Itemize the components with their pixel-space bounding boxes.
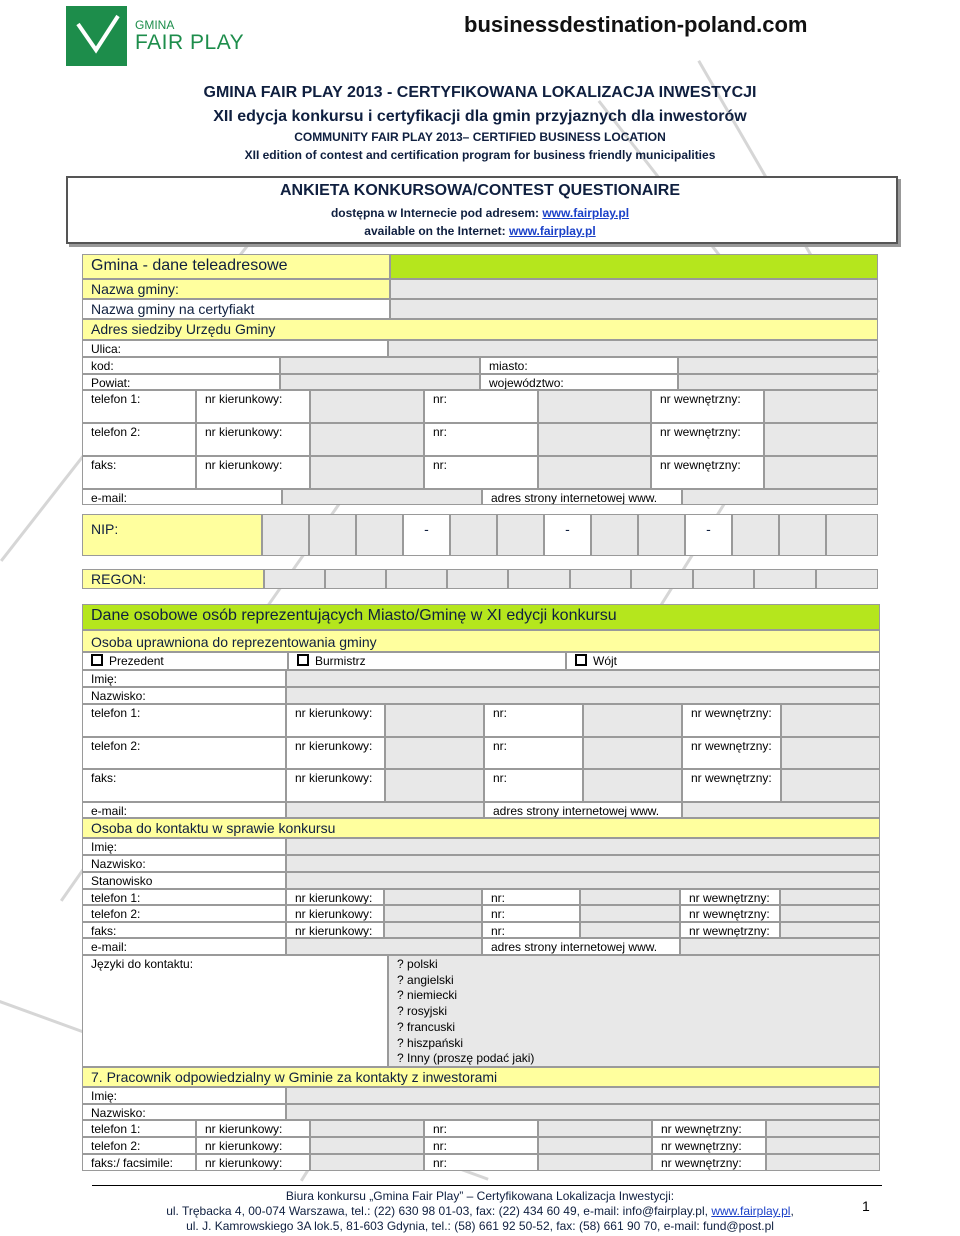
pracownik-heading: 7. Pracownik odpowiedzialny w Gminie za kontakty z inwestorami <box>82 1067 880 1087</box>
regon-digit[interactable] <box>508 569 570 589</box>
nazwa-gminy-input[interactable] <box>390 279 878 299</box>
nazwisko-input[interactable] <box>286 855 880 872</box>
telefon-2-label: telefon 2: <box>82 423 196 456</box>
nazwa-cert-label: Nazwa gminy na certyfiakt <box>82 299 390 319</box>
nip-digit[interactable] <box>450 514 497 556</box>
wewnetrzny-label: nr wewnętrzny: <box>652 1137 766 1154</box>
nr-label: nr: <box>484 737 583 769</box>
kierunkowy-label: nr kierunkowy: <box>196 390 310 423</box>
nip-label: NIP: <box>82 514 262 556</box>
section-dane-osobowe-title: Dane osobowe osób reprezentujących Miasto/Gminę w XI edycji konkursu <box>82 604 880 630</box>
kierunkowy-label: nr kierunkowy: <box>196 456 310 489</box>
wojewodztwo-input[interactable] <box>678 374 878 390</box>
faks-label: faks: <box>82 922 286 938</box>
kierunkowy-label: nr kierunkowy: <box>196 1154 310 1171</box>
kierunkowy-input[interactable] <box>310 390 424 423</box>
wewnetrzny-label: nr wewnętrzny: <box>682 704 781 737</box>
telefon-2-label: telefon 2: <box>82 1137 196 1154</box>
kierunkowy-input[interactable] <box>310 423 424 456</box>
nr-label: nr: <box>424 456 538 489</box>
faks-label: faks: <box>82 769 286 802</box>
email-label: e-mail: <box>82 802 286 818</box>
kierunkowy-label: nr kierunkowy: <box>286 905 384 922</box>
www-input[interactable] <box>680 938 880 955</box>
lang-option[interactable]: ? angielski <box>397 972 454 987</box>
powiat-input[interactable] <box>280 374 480 390</box>
questionnaire-line-2: available on the Internet: www.fairplay.pl <box>364 224 596 238</box>
nr-input[interactable] <box>538 423 651 456</box>
regon-digit[interactable] <box>325 569 386 589</box>
kod-input[interactable] <box>280 357 480 374</box>
email-input[interactable] <box>286 938 482 955</box>
nazwa-gminy-label: Nazwa gminy: <box>82 279 390 299</box>
regon-digit[interactable] <box>570 569 631 589</box>
logo-small-text: GMINA <box>135 18 175 32</box>
footer-line-2: ul. Trębacka 4, 00-074 Warszawa, tel.: (22) 630 98 01-03, fax: (22) 434 60 49, e-mail: info@fairplay.pl, www.fairplay.pl, <box>166 1204 794 1218</box>
www-label: adres strony internetowej www. <box>482 489 682 505</box>
nip-dash: - <box>685 514 732 556</box>
www-label: adres strony internetowej www. <box>482 938 680 955</box>
logo-big-text: FAIR PLAY <box>135 31 245 54</box>
nr-input[interactable] <box>538 1120 652 1137</box>
wewnetrzny-input[interactable] <box>781 769 880 802</box>
telefon-2-label: telefon 2: <box>82 737 286 769</box>
wojewodztwo-label: województwo: <box>480 374 678 390</box>
wewnetrzny-input[interactable] <box>766 1154 880 1171</box>
osoba-kontakt-heading: Osoba do kontaktu w sprawie konkursu <box>82 818 880 838</box>
wewnetrzny-label: nr wewnętrzny: <box>651 390 764 423</box>
lang-option[interactable]: ? niemiecki <box>397 988 458 1003</box>
kierunkowy-label: nr kierunkowy: <box>286 769 385 802</box>
kierunkowy-label: nr kierunkowy: <box>196 1120 310 1137</box>
telefon-1-label: telefon 1: <box>82 1120 196 1137</box>
www-input[interactable] <box>682 489 878 505</box>
email-label: e-mail: <box>82 938 286 955</box>
title-3: COMMUNITY FAIR PLAY 2013– CERTIFIED BUSINESS LOCATION <box>294 130 666 144</box>
kierunkowy-label: nr kierunkowy: <box>196 1137 310 1154</box>
section-gmina-bar <box>390 254 878 279</box>
nr-input[interactable] <box>583 769 682 802</box>
wewnetrzny-input[interactable] <box>780 905 880 922</box>
imie-label: Imię: <box>82 1087 286 1104</box>
kierunkowy-input[interactable] <box>384 905 482 922</box>
nazwisko-label: Nazwisko: <box>82 1104 286 1120</box>
jezyki-label: Języki do kontaktu: <box>82 955 388 1067</box>
wewnetrzny-input[interactable] <box>780 922 880 938</box>
footer-fairplay-link[interactable]: www.fairplay.pl <box>711 1204 791 1218</box>
nr-input[interactable] <box>580 889 680 905</box>
stanowisko-input[interactable] <box>286 872 880 889</box>
ulica-input[interactable] <box>388 340 878 357</box>
wewnetrzny-input[interactable] <box>764 423 878 456</box>
nip-digit[interactable] <box>497 514 544 556</box>
imie-input[interactable] <box>286 670 880 687</box>
nip-digit[interactable] <box>779 514 826 556</box>
page-number: 1 <box>862 1198 870 1214</box>
wewnetrzny-label: nr wewnętrzny: <box>651 456 764 489</box>
wewnetrzny-label: nr wewnętrzny: <box>652 1120 766 1137</box>
nip-digit[interactable] <box>826 514 878 556</box>
nazwisko-input[interactable] <box>286 1104 880 1120</box>
kod-label: kod: <box>82 357 280 374</box>
miasto-input[interactable] <box>678 357 878 374</box>
option-burmistrz[interactable]: Burmistrz <box>288 652 566 670</box>
imie-label: Imię: <box>82 838 286 855</box>
email-input[interactable] <box>286 802 484 818</box>
imie-input[interactable] <box>286 1087 880 1104</box>
nr-label: nr: <box>482 922 580 938</box>
wewnetrzny-label: nr wewnętrzny: <box>682 769 781 802</box>
nr-label: nr: <box>424 423 538 456</box>
wewnetrzny-input[interactable] <box>781 737 880 769</box>
nr-input[interactable] <box>538 1137 652 1154</box>
nr-label: nr: <box>424 390 538 423</box>
lang-option[interactable]: ? hiszpański <box>397 1035 464 1050</box>
email-label: e-mail: <box>82 489 282 505</box>
kierunkowy-input[interactable] <box>384 922 482 938</box>
nip-dash: - <box>544 514 591 556</box>
wewnetrzny-input[interactable] <box>766 1137 880 1154</box>
adres-heading: Adres siedziby Urzędu Gminy <box>82 319 878 340</box>
nr-input[interactable] <box>583 737 682 769</box>
wewnetrzny-label: nr wewnętrzny: <box>680 905 780 922</box>
ulica-label: Ulica: <box>82 340 388 357</box>
telefon-1-label: telefon 1: <box>82 390 196 423</box>
nr-input[interactable] <box>580 905 680 922</box>
www-input[interactable] <box>682 802 880 818</box>
checkbox-icon <box>91 654 103 666</box>
email-input[interactable] <box>282 489 482 505</box>
kierunkowy-label: nr kierunkowy: <box>286 737 385 769</box>
regon-digit[interactable] <box>264 569 325 589</box>
wewnetrzny-input[interactable] <box>766 1120 880 1137</box>
nr-input[interactable] <box>583 704 682 737</box>
regon-digit[interactable] <box>816 569 878 589</box>
faks-facsimile-label: faks:/ facsimile: <box>82 1154 196 1171</box>
kierunkowy-input[interactable] <box>385 769 484 802</box>
option-prezydent[interactable]: Prezedent <box>82 652 288 670</box>
nr-label: nr: <box>482 889 580 905</box>
nr-label: nr: <box>424 1154 538 1171</box>
stanowisko-label: Stanowisko <box>82 872 286 889</box>
checkbox-icon <box>575 654 587 666</box>
kierunkowy-input[interactable] <box>310 1137 424 1154</box>
miasto-label: miasto: <box>480 357 678 374</box>
nr-label: nr: <box>424 1137 538 1154</box>
nr-input[interactable] <box>538 456 651 489</box>
wewnetrzny-input[interactable] <box>764 456 878 489</box>
nip-digit[interactable] <box>732 514 779 556</box>
title-4: XII edition of contest and certification program for business friendly municipalities <box>244 148 716 162</box>
kierunkowy-label: nr kierunkowy: <box>196 423 310 456</box>
site-name: businessdestination-poland.com <box>464 12 808 37</box>
telefon-1-label: telefon 1: <box>82 704 286 737</box>
wewnetrzny-input[interactable] <box>764 390 878 423</box>
kierunkowy-input[interactable] <box>310 1120 424 1137</box>
lang-option[interactable]: ? rosyjski <box>397 1004 448 1019</box>
lang-option[interactable]: ? Inny (proszę podać jaki) <box>397 1051 535 1066</box>
nr-input[interactable] <box>580 922 680 938</box>
kierunkowy-input[interactable] <box>385 704 484 737</box>
option-wojt[interactable]: Wójt <box>566 652 880 670</box>
nr-label: nr: <box>482 905 580 922</box>
osoba-uprawniona-heading: Osoba uprawniona do reprezentowania gminy <box>82 630 880 652</box>
checkbox-icon <box>297 654 309 666</box>
nip-digit[interactable] <box>309 514 356 556</box>
imie-input[interactable] <box>286 838 880 855</box>
regon-digit[interactable] <box>754 569 816 589</box>
footer-divider <box>92 1185 882 1186</box>
kierunkowy-label: nr kierunkowy: <box>286 704 385 737</box>
kierunkowy-input[interactable] <box>385 737 484 769</box>
telefon-2-label: telefon 2: <box>82 905 286 922</box>
lang-option[interactable]: ? polski <box>397 957 438 971</box>
nr-label: nr: <box>424 1120 538 1137</box>
regon-digit[interactable] <box>386 569 447 589</box>
lang-option[interactable]: ? francuski <box>397 1019 456 1034</box>
kierunkowy-label: nr kierunkowy: <box>286 922 384 938</box>
jezyki-list <box>388 955 880 1067</box>
faks-label: faks: <box>82 456 196 489</box>
logo-icon <box>66 6 127 66</box>
footer-line-1: Biura konkursu „Gmina Fair Play” – Certyfikowana Lokalizacja Inwestycji: <box>285 1189 675 1203</box>
nazwa-cert-input[interactable] <box>390 299 878 319</box>
fairplay-link[interactable]: www.fairplay.pl <box>542 206 630 220</box>
wewnetrzny-label: nr wewnętrzny: <box>680 889 780 905</box>
regon-label: REGON: <box>82 569 264 589</box>
kierunkowy-input[interactable] <box>310 1154 424 1171</box>
wewnetrzny-input[interactable] <box>781 704 880 737</box>
fairplay-link[interactable]: www.fairplay.pl <box>509 224 596 238</box>
title-1: GMINA FAIR PLAY 2013 - CERTYFIKOWANA LOKALIZACJA INWESTYCJI <box>203 84 757 101</box>
www-label: adres strony internetowej www. <box>484 802 682 818</box>
nip-digit[interactable] <box>356 514 403 556</box>
nazwisko-label: Nazwisko: <box>82 687 286 704</box>
nip-digit[interactable] <box>262 514 309 556</box>
nr-label: nr: <box>484 769 583 802</box>
wewnetrzny-label: nr wewnętrzny: <box>652 1154 766 1171</box>
wewnetrzny-label: nr wewnętrzny: <box>682 737 781 769</box>
nazwisko-label: Nazwisko: <box>82 855 286 872</box>
title-2: XII edycja konkursu i certyfikacji dla gmin przyjaznych dla inwestorów <box>213 108 747 125</box>
kierunkowy-label: nr kierunkowy: <box>286 889 384 905</box>
wewnetrzny-label: nr wewnętrzny: <box>651 423 764 456</box>
section-gmina-title: Gmina - dane teleadresowe <box>82 254 390 279</box>
imie-label: Imię: <box>82 670 286 687</box>
telefon-1-label: telefon 1: <box>82 889 286 905</box>
kierunkowy-input[interactable] <box>384 889 482 905</box>
wewnetrzny-input[interactable] <box>780 889 880 905</box>
regon-digit[interactable] <box>447 569 508 589</box>
wewnetrzny-label: nr wewnętrzny: <box>680 922 780 938</box>
powiat-label: Powiat: <box>82 374 280 390</box>
nr-input[interactable] <box>538 390 651 423</box>
nr-input[interactable] <box>538 1154 652 1171</box>
footer-line-3: ul. J. Kamrowskiego 3A lok.5, 81-603 Gdynia, tel.: (58) 661 92 50-52, fax: (58) 661 90 70, e-mail: fund@post.pl <box>186 1219 774 1233</box>
nip-digit[interactable] <box>591 514 638 556</box>
regon-digit[interactable] <box>631 569 693 589</box>
nip-dash: - <box>403 514 450 556</box>
regon-digit[interactable] <box>693 569 754 589</box>
nip-digit[interactable] <box>638 514 685 556</box>
nr-label: nr: <box>484 704 583 737</box>
nazwisko-input[interactable] <box>286 687 880 704</box>
questionnaire-title: ANKIETA KONKURSOWA/CONTEST QUESTIONAIRE <box>279 182 680 199</box>
questionnaire-line-1: dostępna w Internecie pod adresem: www.fairplay.pl <box>330 206 630 220</box>
kierunkowy-input[interactable] <box>310 456 424 489</box>
